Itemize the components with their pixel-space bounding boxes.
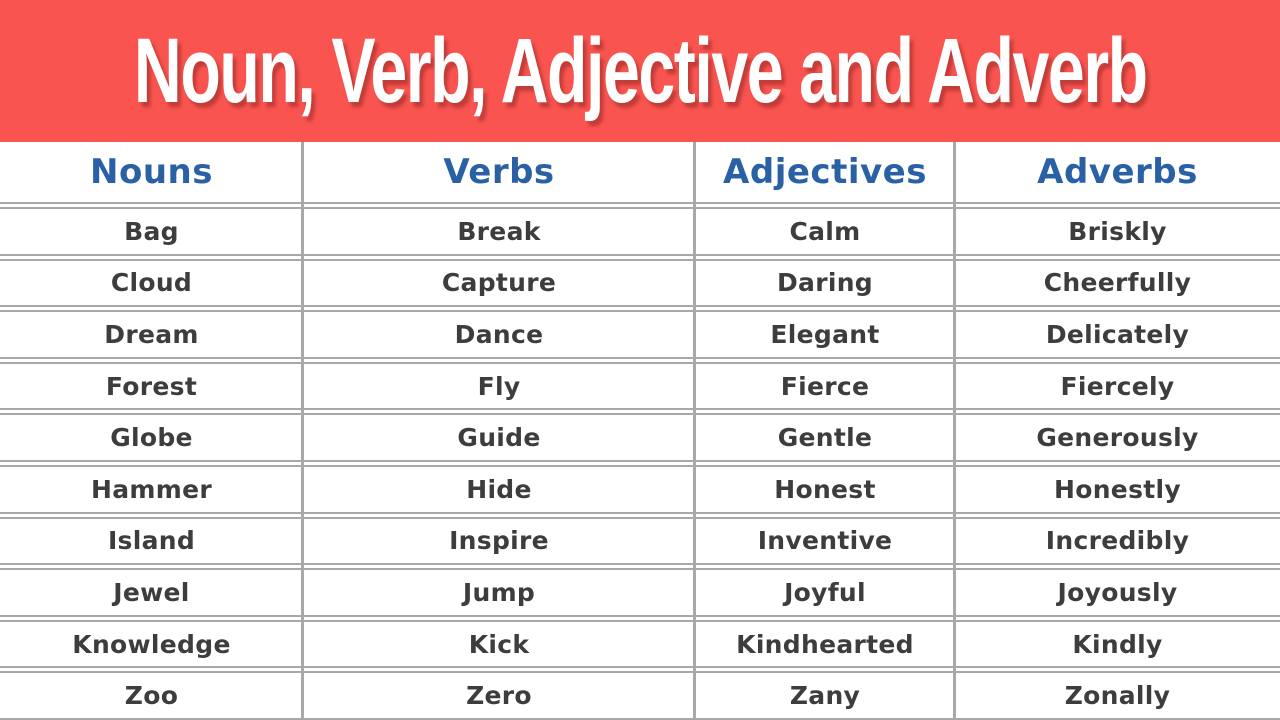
adjective-cell: Elegant (770, 319, 880, 349)
verb-cell: Zero (466, 681, 532, 711)
table-row (0, 517, 1280, 566)
table-row (0, 413, 1280, 462)
adverb-cell: Cheerfully (1043, 268, 1192, 298)
table-row (0, 207, 1280, 256)
column-header-adjectives: Adjectives (723, 152, 927, 192)
verb-cell: Capture (441, 268, 557, 298)
adverb-cell: Honestly (1054, 474, 1181, 504)
page-title: Noun, Verb, Adjective and Adverb (133, 20, 1147, 122)
adverb-cell: Delicately (1045, 319, 1190, 349)
verb-cell: Kick (468, 629, 530, 659)
table-body (0, 204, 1280, 720)
noun-cell: Bag (124, 216, 179, 246)
adjective-cell: Honest (774, 474, 876, 504)
table-row (0, 620, 1280, 669)
verb-cell: Dance (454, 319, 544, 349)
adverb-cell: Joyously (1057, 577, 1178, 607)
table-row (0, 362, 1280, 411)
verb-cell: Jump (462, 577, 536, 607)
noun-cell: Cloud (110, 268, 193, 298)
adjective-cell: Kindhearted (736, 629, 914, 659)
adverb-cell: Generously (1036, 423, 1199, 453)
noun-cell: Hammer (91, 474, 212, 504)
column-divider (953, 142, 956, 720)
column-header-adverbs: Adverbs (1037, 152, 1198, 192)
adverb-cell: Incredibly (1045, 526, 1190, 556)
adverb-cell: Kindly (1072, 629, 1163, 659)
noun-cell: Jewel (113, 577, 190, 607)
adjective-cell: Zany (789, 681, 861, 711)
noun-cell: Island (107, 526, 196, 556)
table-row (0, 671, 1280, 720)
adverb-cell: Briskly (1068, 216, 1167, 246)
noun-cell: Knowledge (72, 629, 231, 659)
noun-cell: Zoo (124, 681, 179, 711)
adverb-cell: Zonally (1064, 681, 1171, 711)
adjective-cell: Fierce (780, 371, 870, 401)
noun-cell: Globe (110, 423, 193, 453)
table-row (0, 310, 1280, 359)
adjective-cell: Daring (776, 268, 873, 298)
column-divider (693, 142, 696, 720)
verb-cell: Hide (466, 474, 532, 504)
verb-cell: Guide (457, 423, 541, 453)
title-banner (0, 0, 1280, 142)
table-row (0, 465, 1280, 514)
noun-cell: Forest (105, 371, 198, 401)
column-divider (301, 142, 304, 720)
adjective-cell: Inventive (757, 526, 893, 556)
verb-cell: Break (457, 216, 541, 246)
adjective-cell: Gentle (777, 423, 873, 453)
adjective-cell: Joyful (784, 577, 866, 607)
table-row (0, 568, 1280, 617)
table-row (0, 259, 1280, 308)
verb-cell: Fly (477, 371, 521, 401)
table-header-row (0, 142, 1280, 204)
column-header-nouns: Nouns (90, 152, 213, 192)
verb-cell: Inspire (449, 526, 549, 556)
column-header-verbs: Verbs (443, 152, 555, 192)
parts-of-speech-table (0, 142, 1280, 720)
adjective-cell: Calm (789, 216, 861, 246)
noun-cell: Dream (104, 319, 199, 349)
adverb-cell: Fiercely (1060, 371, 1175, 401)
